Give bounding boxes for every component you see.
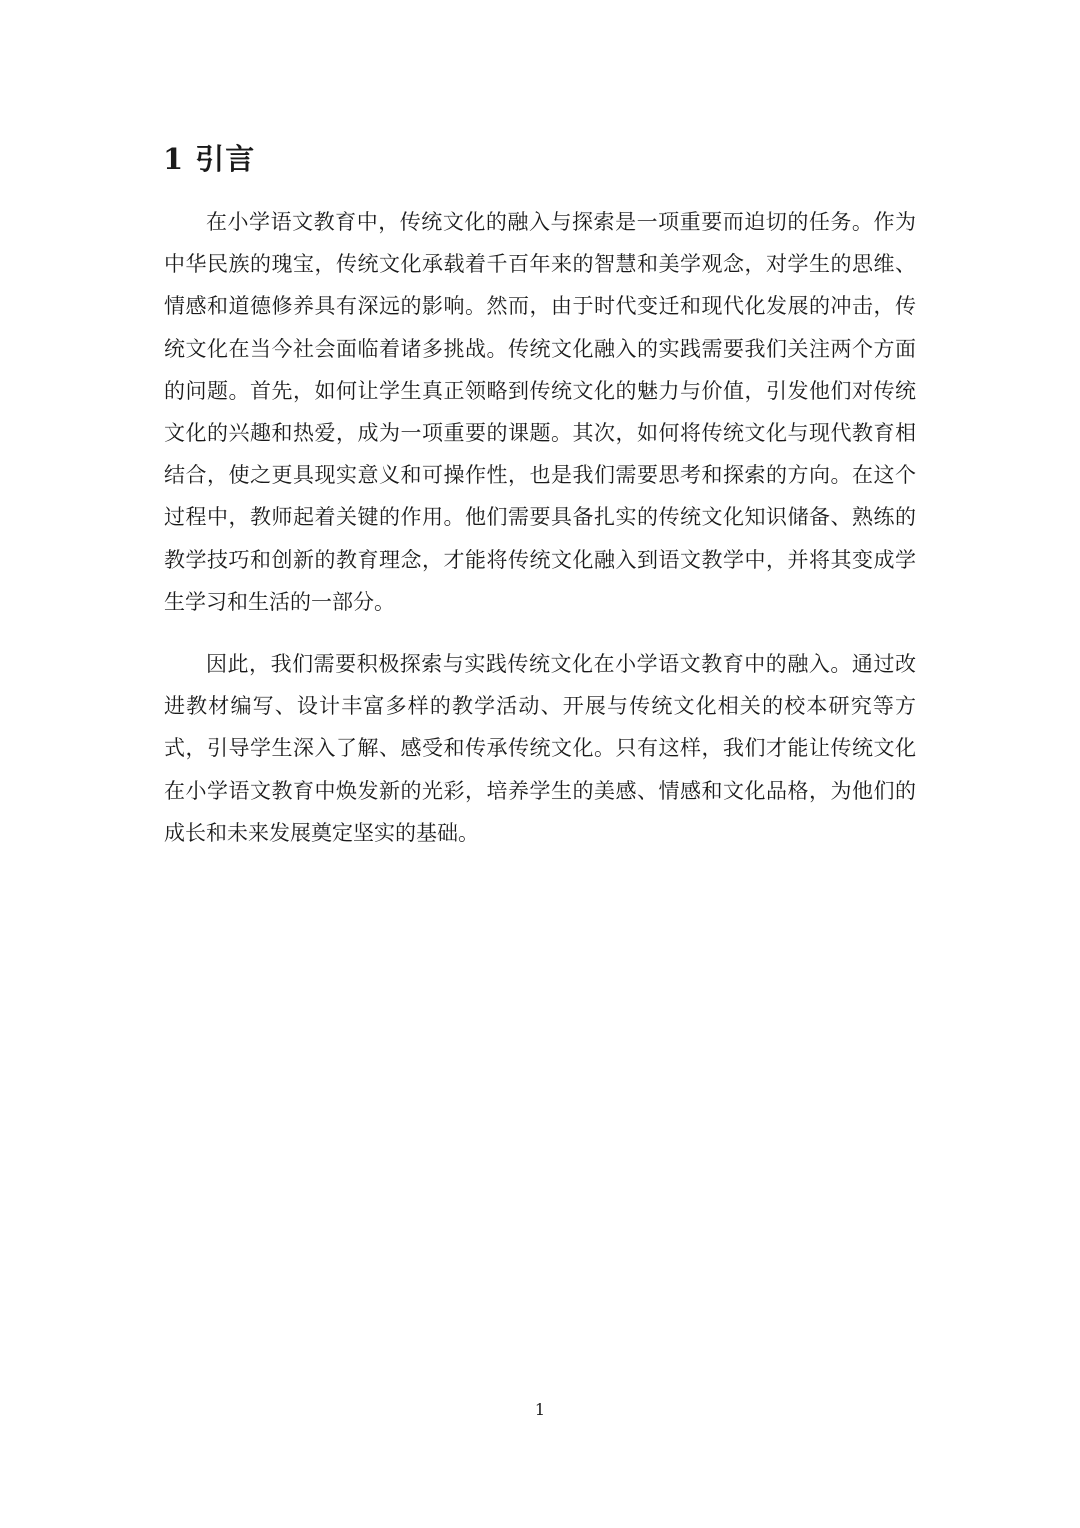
page-number: 1: [534, 1400, 546, 1419]
paragraph-introduction: 在小学语文教育中，传统文化的融入与探索是一项重要而迫切的任务。作为中华民族的瑰宝，传统文化承载着千百年来的智慧和美学观念，对学生的思维、情感和道德修养具有深远的影响。然而，由于时代变迁和现代化发展的冲击，传统文化在当今社会面临着诸多挑战。传统文化融入的实践需要我们关注两个方面的问题。首先，如何让学生真正领略到传统文化的魅力与价值，引发他们对传统文化的兴趣和热爱，成为一项重要的课题。其次，如何将传统文化与现代教育相结合，使之更具现实意义和可操作性，也是我们需要思考和探索的方向。在这个过程中，教师起着关键的作用。他们需要具备扎实的传统文化知识储备、熟练的教学技巧和创新的教育理念，才能将传统文化融入到语文教学中，并将其变成学生学习和生活的一部分。: [164, 210, 916, 614]
paragraph-conclusion: 因此，我们需要积极探索与实践传统文化在小学语文教育中的融入。通过改进教材编写、设计丰富多样的教学活动、开展与传统文化相关的校本研究等方式，引导学生深入了解、感受和传承传统文化。只有这样，我们才能让传统文化在小学语文教育中焕发新的光彩，培养学生的美感、情感和文化品格，为他们的成长和未来发展奠定坚实的基础。: [164, 652, 916, 845]
section-heading: 1 引言: [163, 142, 256, 176]
